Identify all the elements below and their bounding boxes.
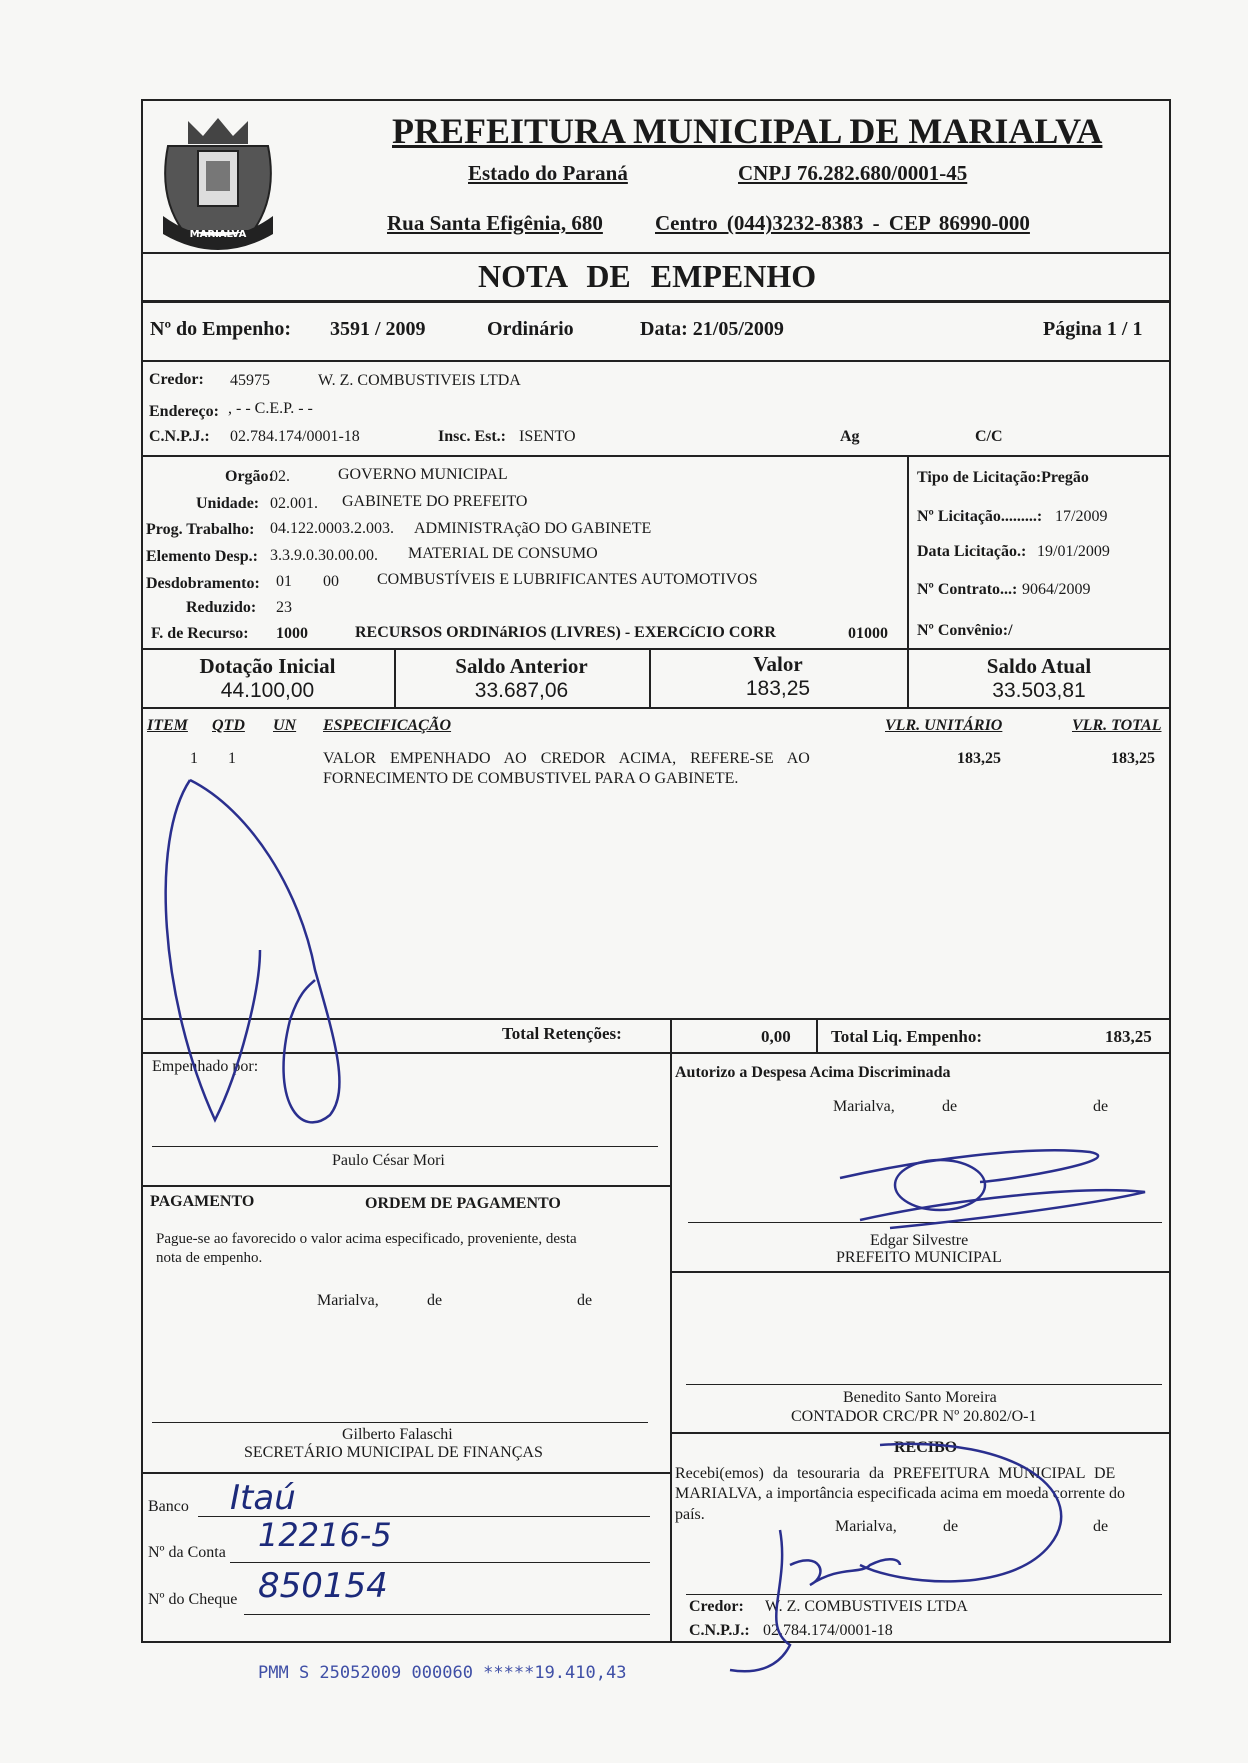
item-qtd: 1 bbox=[228, 750, 236, 767]
recibo-cnpj-label: C.N.P.J.: bbox=[689, 1622, 750, 1639]
divider bbox=[141, 300, 1171, 303]
unidade-code: 02.001. bbox=[270, 495, 318, 512]
divider bbox=[670, 1432, 1171, 1434]
recibo-de: de bbox=[1093, 1518, 1109, 1535]
banco-label: Banco bbox=[148, 1498, 189, 1515]
endereco-value: , - - C.E.P. - - bbox=[228, 400, 313, 417]
saldo-cell bbox=[141, 654, 394, 703]
page-title: PREFEITURA MUNICIPAL DE MARIALVA bbox=[392, 111, 1103, 151]
recibo-text: país. bbox=[675, 1506, 705, 1523]
divider bbox=[141, 1185, 670, 1187]
licitacao-number-label: Nº Licitação.........: bbox=[917, 508, 1043, 525]
empenho-type: Ordinário bbox=[487, 318, 574, 340]
pagamento-text: Pague-se ao favorecido o valor acima especificado, proveniente, desta bbox=[156, 1231, 577, 1247]
banco-value: Itaú bbox=[230, 1478, 296, 1518]
licitacao-date: 19/01/2009 bbox=[1037, 543, 1110, 560]
cheque-value: 850154 bbox=[258, 1566, 388, 1606]
svg-text:MARIALVA: MARIALVA bbox=[189, 229, 247, 240]
orgao-name: GOVERNO MUNICIPAL bbox=[338, 466, 508, 483]
saldo-label: Saldo Atual bbox=[986, 654, 1092, 678]
convenio-label: Nº Convênio:/ bbox=[917, 622, 1013, 639]
contrato-label: Nº Contrato...: bbox=[917, 581, 1018, 598]
orgao-label: Orgão: bbox=[225, 468, 274, 485]
recibo-credor: W. Z. COMBUSTIVEIS LTDA bbox=[765, 1598, 968, 1615]
autorizo-de: de bbox=[1093, 1098, 1109, 1115]
conta-value: 12216-5 bbox=[258, 1516, 392, 1554]
recibo-city: Marialva, bbox=[835, 1518, 897, 1535]
elemento-label: Elemento Desp.: bbox=[146, 548, 258, 565]
saldo-cell bbox=[394, 654, 649, 703]
phone-label: Centro (044)3232-8383 - CEP 86990-000 bbox=[655, 211, 1030, 235]
pagamento-city: Marialva, bbox=[317, 1292, 379, 1309]
divider bbox=[670, 1018, 672, 1052]
divider bbox=[141, 1472, 670, 1474]
prog-label: Prog. Trabalho: bbox=[146, 521, 255, 538]
autorizo-city: Marialva, bbox=[833, 1098, 895, 1115]
signature-line bbox=[686, 1384, 1162, 1385]
saldo-label: Valor bbox=[753, 652, 803, 676]
recibo-credor-label: Credor: bbox=[689, 1598, 744, 1615]
payment-stamp: PMM S 25052009 000060 *****19.410,43 bbox=[258, 1663, 627, 1683]
doc-title: NOTA DE EMPENHO bbox=[478, 258, 817, 294]
secretario-name: Gilberto Falaschi bbox=[342, 1426, 453, 1443]
address-label: Rua Santa Efigênia, 680 bbox=[387, 211, 603, 235]
signature-recibo bbox=[720, 1435, 1080, 1685]
secretario-title: SECRETÁRIO MUNICIPAL DE FINANÇAS bbox=[244, 1444, 543, 1461]
insc-label: Insc. Est.: bbox=[438, 428, 507, 445]
unidade-label: Unidade: bbox=[196, 495, 260, 512]
contrato-value: 9064/2009 bbox=[1022, 581, 1091, 598]
empenho-label: Nº do Empenho: bbox=[150, 318, 292, 340]
signature-line bbox=[152, 1146, 658, 1147]
liq-value: 183,25 bbox=[1105, 1027, 1152, 1046]
col-qtd: QTD bbox=[212, 717, 245, 734]
saldo-value: 183,25 bbox=[745, 677, 811, 700]
col-un: UN bbox=[273, 717, 297, 734]
insc-value: ISENTO bbox=[519, 428, 576, 445]
pagamento-text: nota de empenho. bbox=[156, 1250, 263, 1266]
recibo-text: Recebi(emos) da tesouraria da PREFEITURA MUNICIPAL DE bbox=[675, 1465, 1116, 1482]
cheque-label: Nº do Cheque bbox=[148, 1591, 238, 1608]
item-total-value: 183,25 bbox=[1111, 750, 1155, 767]
prog-code: 04.122.0003.2.003. bbox=[270, 520, 394, 537]
signature-prefeito bbox=[830, 1140, 1150, 1240]
credor-label: Credor: bbox=[149, 371, 204, 388]
page-number: Página 1 / 1 bbox=[1043, 318, 1143, 340]
saldo-value: 44.100,00 bbox=[220, 679, 315, 702]
autorizo-de: de bbox=[942, 1098, 958, 1115]
item-description: VALOR EMPENHADO AO CREDOR ACIMA, REFERE-SE AO bbox=[323, 750, 810, 767]
recibo-de: de bbox=[943, 1518, 959, 1535]
elemento-name: MATERIAL DE CONSUMO bbox=[408, 545, 598, 562]
fonte-label: F. de Recurso: bbox=[151, 625, 249, 642]
desdobramento-label: Desdobramento: bbox=[146, 575, 260, 592]
liq-label: Total Liq. Empenho: bbox=[831, 1027, 982, 1046]
col-vlr-unitario: VLR. UNITÁRIO bbox=[885, 717, 1003, 734]
desdobramento-code1: 01 bbox=[276, 573, 292, 590]
divider bbox=[816, 1018, 818, 1052]
saldo-label: Dotação Inicial bbox=[199, 654, 336, 678]
licitacao-number: 17/2009 bbox=[1055, 508, 1108, 525]
credor-name: W. Z. COMBUSTIVEIS LTDA bbox=[318, 372, 521, 389]
divider bbox=[141, 360, 1171, 362]
recibo-cnpj: 02.784.174/0001-18 bbox=[763, 1622, 893, 1639]
pagamento-label: PAGAMENTO bbox=[150, 1193, 255, 1210]
retencoes-label: Total Retenções: bbox=[502, 1024, 622, 1043]
fonte-name: RECURSOS ORDINáRIOS (LIVRES) - EXERCíCIO CORR bbox=[355, 624, 776, 641]
signature-empenhado bbox=[150, 770, 380, 1130]
cc-label: C/C bbox=[975, 428, 1003, 445]
pagamento-de: de bbox=[577, 1292, 593, 1309]
autorizo-label: Autorizo a Despesa Acima Discriminada bbox=[675, 1064, 951, 1081]
fonte-code: 1000 bbox=[276, 625, 308, 642]
fonte-number: 01000 bbox=[848, 625, 888, 642]
unidade-name: GABINETE DO PREFEITO bbox=[342, 493, 528, 510]
state-label: Estado do Paraná bbox=[468, 161, 628, 185]
prefeito-name: Edgar Silvestre bbox=[870, 1232, 969, 1249]
divider bbox=[907, 455, 909, 648]
divider bbox=[670, 1271, 1171, 1273]
divider bbox=[141, 707, 1171, 709]
cnpj-label: C.N.P.J.: bbox=[149, 428, 210, 445]
retencoes-value: 0,00 bbox=[761, 1027, 791, 1046]
prog-name: ADMINISTRAçãO DO GABINETE bbox=[414, 520, 652, 537]
saldo-label: Saldo Anterior bbox=[455, 654, 588, 678]
conta-label: Nº da Conta bbox=[148, 1544, 226, 1561]
ag-label: Ag bbox=[840, 428, 860, 445]
empenho-date: Data: 21/05/2009 bbox=[640, 318, 784, 340]
item-description: FORNECIMENTO DE COMBUSTIVEL PARA O GABINETE. bbox=[323, 770, 739, 787]
divider bbox=[141, 252, 1171, 254]
contador-name: Benedito Santo Moreira bbox=[843, 1389, 997, 1406]
recibo-label: RECIBO bbox=[894, 1439, 958, 1456]
divider bbox=[670, 1052, 672, 1643]
cnpj-header: CNPJ 76.282.680/0001-45 bbox=[738, 161, 968, 185]
desdobramento-name: COMBUSTÍVEIS E LUBRIFICANTES AUTOMOTIVOS bbox=[377, 571, 758, 588]
endereco-label: Endereço: bbox=[149, 403, 219, 420]
saldo-value: 33.687,06 bbox=[474, 679, 569, 702]
pagamento-de: de bbox=[427, 1292, 443, 1309]
recibo-text: MARIALVA, a importância especificada acima em moeda corrente do bbox=[675, 1485, 1126, 1502]
licitacao-date-label: Data Licitação.: bbox=[917, 543, 1027, 560]
saldo-cell bbox=[649, 652, 907, 701]
municipal-seal bbox=[148, 106, 288, 256]
item-number: 1 bbox=[190, 750, 198, 767]
prefeito-title: PREFEITO MUNICIPAL bbox=[836, 1249, 1002, 1266]
reduzido-value: 23 bbox=[276, 599, 292, 616]
divider bbox=[141, 455, 1171, 457]
elemento-code: 3.3.9.0.30.00.00. bbox=[270, 547, 378, 564]
col-item: ITEM bbox=[147, 717, 188, 734]
saldo-cell bbox=[907, 654, 1171, 703]
empenhado-label: Empenhado por: bbox=[152, 1058, 259, 1075]
col-vlr-total: VLR. TOTAL bbox=[1072, 717, 1162, 734]
contador-title: CONTADOR CRC/PR Nº 20.802/O-1 bbox=[791, 1408, 1037, 1425]
col-especificacao: ESPECIFICAÇÃO bbox=[323, 717, 452, 734]
divider bbox=[141, 648, 1171, 650]
reduzido-label: Reduzido: bbox=[186, 599, 257, 616]
credor-code: 45975 bbox=[230, 372, 270, 389]
empenhado-name: Paulo César Mori bbox=[332, 1152, 445, 1169]
cnpj-value: 02.784.174/0001-18 bbox=[230, 428, 360, 445]
item-unit-value: 183,25 bbox=[957, 750, 1001, 767]
empenho-number: 3591 / 2009 bbox=[330, 318, 426, 340]
desdobramento-code2: 00 bbox=[323, 573, 339, 590]
tipo-licitacao: Tipo de Licitação:Pregão bbox=[917, 469, 1089, 486]
saldo-value: 33.503,81 bbox=[992, 679, 1086, 702]
cheque-line bbox=[244, 1614, 650, 1615]
orgao-code: 02. bbox=[270, 468, 290, 485]
conta-line bbox=[230, 1562, 650, 1563]
signature-line bbox=[152, 1422, 648, 1423]
ordem-pagamento-label: ORDEM DE PAGAMENTO bbox=[365, 1195, 561, 1212]
